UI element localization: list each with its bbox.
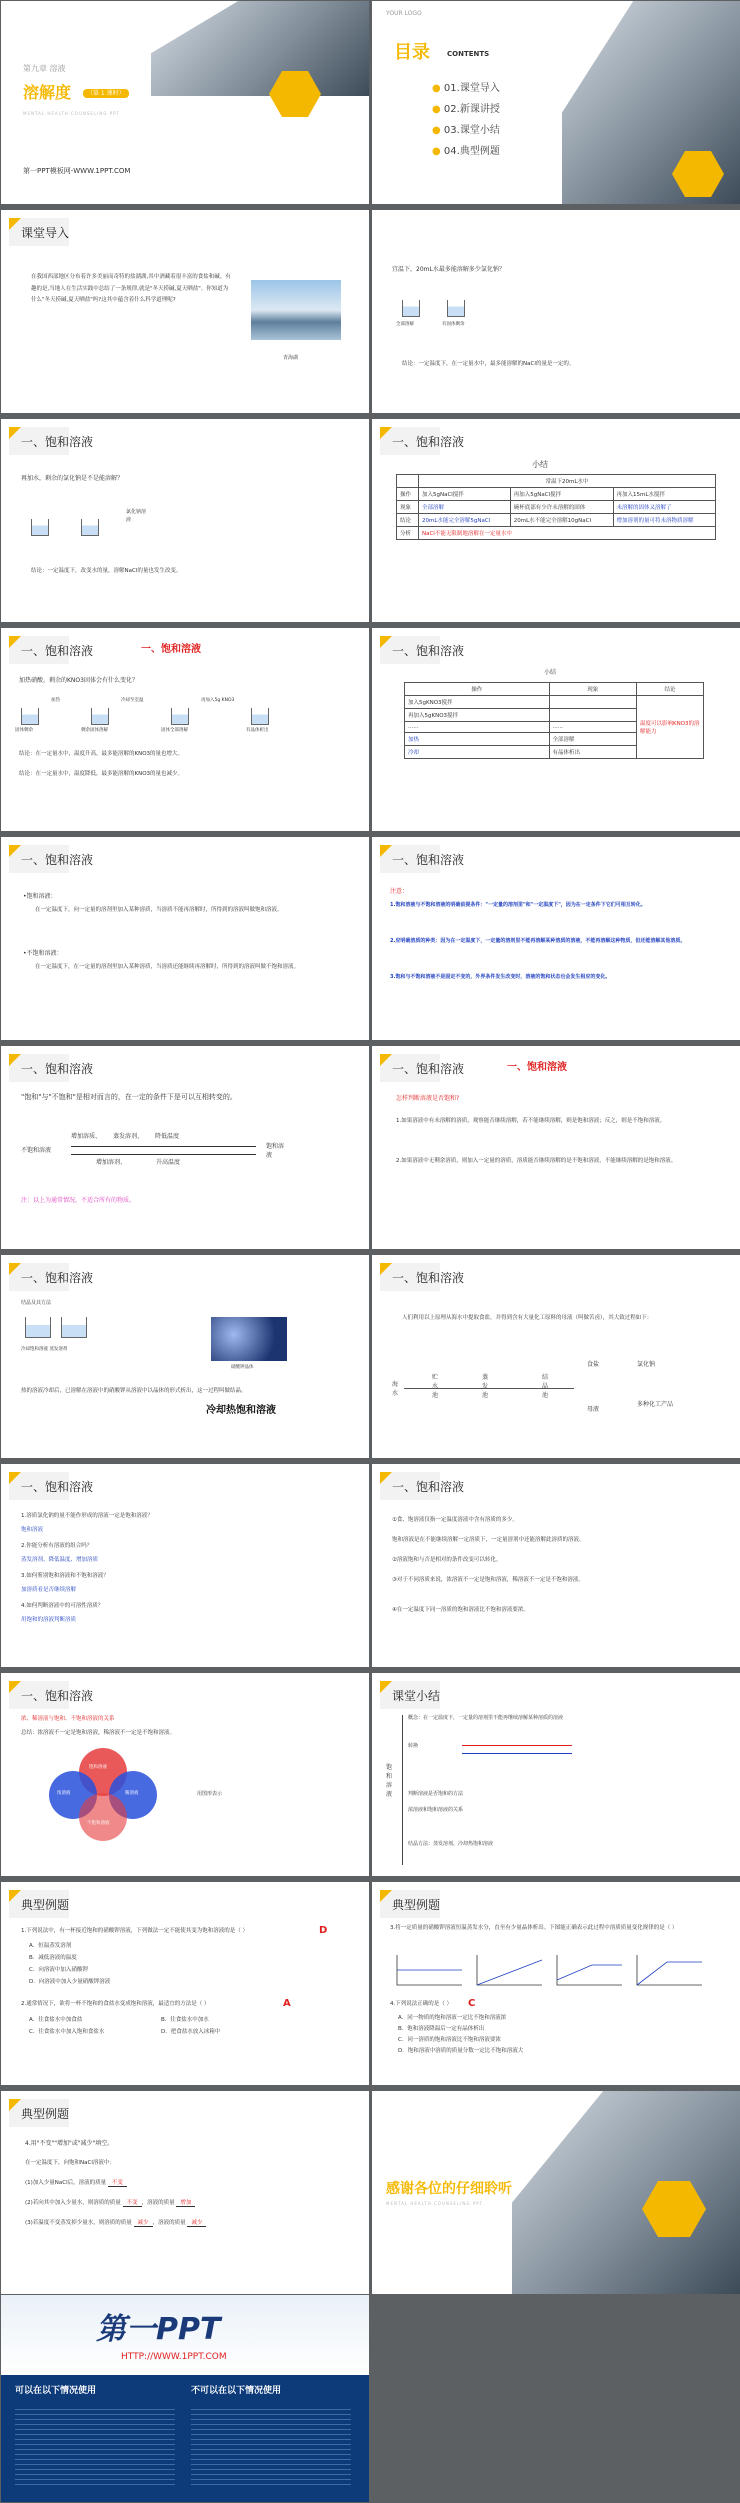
summary-arrow (462, 1753, 572, 1754)
def-body: 在一定温度下，向一定量的溶剂里加入某种溶质，当溶质不能再溶解时，所得到的溶液叫做饱和溶液。 (35, 907, 283, 913)
method-label: 冷却饱和溶液 蒸发溶剂 (21, 1347, 68, 1352)
summary-arrow (462, 1745, 572, 1746)
def-head: •饱和溶液： (23, 893, 57, 900)
toc-item[interactable]: ● 03.课堂小结 (432, 125, 500, 136)
question-text: 4.用"不变""增加"或"减少"填空。 (25, 2140, 114, 2147)
intro-body: 在我国西部地区分布着许多美丽而奇特的盐湖湖,其中酒藏着很丰富的食盐和碱。有趣的是,当地人在生活实践中总结了一条规律,就是"冬天捞碱,夏天晒盐"。你知道为什么"冬天捞碱,夏天晒盐"吗?这其中蕴含着什么科学道理呢? (31, 274, 231, 304)
table-heading: 小结 (532, 460, 548, 469)
question-text: 2.通常情况下，欲将一杯不饱和的食盐水变成饱和溶液，最适宜的方法是（ ） (21, 2001, 210, 2007)
cover-slide (1, 1, 369, 204)
header-triangle (380, 1681, 392, 1693)
beaker-icon (61, 1317, 87, 1338)
header-triangle (9, 218, 21, 230)
bottom-arrow-label: 增加溶剂、 升高温度 (96, 1159, 181, 1166)
cannot-use-title: 不可以在以下情况使用 (191, 2386, 282, 2396)
answer-mark: D (319, 1925, 328, 1936)
question-text: 再加水，剩余的氯化钠是不是能溶解？ (21, 475, 124, 482)
thanks-title: 感谢各位的仔细聆听 (386, 2181, 512, 2197)
slide-title: 一、饱和溶液 (392, 853, 465, 867)
slide-title: 一、饱和溶液 (21, 1271, 94, 1285)
arrow-line (71, 1154, 256, 1155)
venn-question: 浓、稀溶液与饱和、不饱和溶液的关系 (21, 1716, 115, 1722)
option-text: A．恒温蒸发溶剂 (29, 1943, 72, 1949)
conclusion-text: 结论：一定温度下，改变水的量，溶解NaCl的量也发生改变。 (31, 568, 182, 574)
summary-table-slide-2 (372, 628, 740, 831)
solution-label: 氯化钠溶液 (126, 509, 147, 523)
summary-table-slide-1 (372, 419, 740, 622)
toc-item[interactable]: ● 04.典型例题 (432, 146, 500, 157)
beaker-icon (402, 300, 420, 317)
method-label: 结晶及其方法 (21, 1300, 52, 1306)
beaker-icon (91, 708, 109, 725)
option-text: B．往食盐水中加水 (161, 2017, 209, 2023)
quiz-answer: 加溶质看是否继续溶解 (21, 1587, 77, 1593)
slide-title: 一、饱和溶液 (392, 644, 465, 658)
beaker-icon (31, 519, 49, 536)
flow-node: 母液 (587, 1406, 600, 1413)
link-list[interactable] (15, 2405, 175, 2485)
slide-title: 一、饱和溶液 (392, 435, 465, 449)
red-title: 一、饱和溶液 (141, 644, 201, 655)
header-triangle (9, 427, 21, 439)
method-text: 1.如果溶液中有未溶解的溶质，观察能否继续溶解，若不能继续溶解，则是饱和溶液；反之，则是不饱和溶液。 (396, 1118, 666, 1124)
table-heading: 小结 (544, 669, 557, 676)
table-col-header: 常温下20mL水中 (418, 475, 715, 488)
question-text: 宜温下，20mL水最多能溶解多少氯化钠？ (392, 266, 505, 273)
example-slide-2 (372, 1882, 740, 2085)
flow-node: 多种化工产品 (637, 1401, 674, 1408)
conclusion-text: 结论：在一定量水中，温度降低，最多能溶解的KNO3的量也减少。 (19, 771, 184, 777)
venn-circle (79, 1793, 127, 1841)
explain-item: ③对于不同溶质来说，浓溶液不一定是饱和溶液，稀溶液不一定是不饱和溶液。 (392, 1577, 584, 1583)
conversion-slide (1, 1046, 369, 1249)
header-triangle (9, 1054, 21, 1066)
option-text: C．同一溶质的饱和溶液比不饱和溶液要浓 (398, 2037, 501, 2043)
explain-item: ②溶液饱和与否是相对的条件改变可以转化。 (392, 1557, 502, 1563)
option-text: B．饱和溶液降温后一定有晶体析出 (398, 2026, 485, 2032)
left-node: 不饱和溶液 (21, 1147, 52, 1154)
quiz-question: 4.如何判断溶液中的可溶性溶质？ (21, 1603, 104, 1609)
right-node: 饱和溶液 (266, 1143, 285, 1159)
intro-slide (1, 210, 369, 413)
red-title: 一、饱和溶液 (507, 1062, 567, 1073)
lake-photo (251, 280, 341, 340)
example-slide-1 (1, 1882, 369, 2085)
header-triangle (9, 845, 21, 857)
arrow-label: 加热 (51, 698, 60, 703)
definition-slide (1, 837, 369, 1040)
graph-options (392, 1950, 712, 1990)
header-triangle (380, 1054, 392, 1066)
explain-item: ①食、饱溶液仅指一定温度溶液中含有溶质的多少。 (392, 1517, 518, 1523)
quiz-question: 2.你能分析有溶液的组合吗？ (21, 1543, 93, 1549)
header-triangle (380, 636, 392, 648)
kno3-slide (1, 628, 369, 831)
toc-title: 目录 (394, 42, 430, 63)
header-triangle (380, 1472, 392, 1484)
slide-title: 一、饱和溶液 (21, 853, 94, 867)
note-slide (372, 837, 740, 1040)
slide-title: 典型例题 (21, 1898, 70, 1912)
summary-table: 操作 现象 结论 加入5gKNO3搅拌 温度可以影响KNO3的溶解能力 再加入5gKNO3搅拌 ...... ...... 加热 全部溶解 冷却 有晶体析出 (404, 682, 704, 759)
header-triangle (380, 427, 392, 439)
slide-title: 课堂导入 (21, 226, 70, 240)
header-triangle (380, 1263, 392, 1275)
slide-title: 一、饱和溶液 (21, 1480, 94, 1494)
class-summary-slide (372, 1673, 740, 1876)
toc-slide (372, 1, 740, 204)
venn-conclusion: 总结：浓溶液不一定是饱和溶液，稀溶液不一定是不饱和溶液。 (21, 1730, 176, 1736)
beaker-label: 有晶体析出 (246, 728, 269, 733)
question-intro: 在一定温度下，向饱和NaCl溶液中： (25, 2160, 115, 2166)
crystal-method: 冷却热饱和溶液 (206, 1405, 276, 1416)
toc-contents: CONTENTS (447, 50, 490, 58)
beaker-label: 剩余固体溶解 (81, 728, 108, 733)
microscope-image (151, 1, 369, 96)
cover-subtitle: MENTAL HEALTH COUNSELING PPT (23, 111, 120, 116)
quiz-slide (1, 1464, 369, 1667)
summary-item: 概念：在一定温度下，一定量的溶剂里不能再继续溶解某种溶质的溶液 (408, 1715, 564, 1721)
arrow-label: 再加入5g KNO3 (201, 698, 235, 703)
header-triangle (9, 1472, 21, 1484)
explain-slide (372, 1464, 740, 1667)
venn-slide (1, 1673, 369, 1876)
summary-bracket (402, 1715, 403, 1865)
fill-item: (3)若温度不变蒸发掉少量水，则溶质的质量 减少 ，溶液的质量 减少 (25, 2219, 206, 2227)
question-text: 4.下列说法正确的是（ ） (390, 2001, 452, 2007)
table-row: 加入5gKNO3搅拌 温度可以影响KNO3的溶解能力 (405, 696, 704, 709)
summary-table (396, 474, 716, 540)
table-row: 冷却 有晶体析出 (405, 746, 704, 759)
header-triangle (9, 1890, 21, 1902)
arrow-line (71, 1146, 256, 1147)
slide-title: 一、饱和溶液 (21, 435, 94, 449)
photo-caption: 青海湖 (283, 355, 299, 361)
slide-title: 典型例题 (21, 2107, 70, 2121)
beaker-icon (251, 708, 269, 725)
note-text: 注：以上为通常情况，不适合所有的物质。 (21, 1197, 136, 1204)
option-text: D．饱和溶液中溶质的质量分数一定比不饱和溶液大 (398, 2048, 524, 2054)
question-text: 加热硝酸，剩余的KNO3固体会有什么变化？ (19, 677, 138, 684)
table-row: ...... ...... (405, 722, 704, 733)
toc-item[interactable]: ● 02.新课讲授 (432, 104, 500, 115)
option-text: C．向溶液中加入硝酸钾 (29, 1967, 88, 1973)
header-triangle (9, 2099, 21, 2111)
conclusion-text: 结论：在一定量水中，温度升高，最多能溶解的KNO3的量也增大。 (19, 751, 184, 757)
chapter-label: 第九章 溶液 (23, 64, 66, 73)
option-text: D．把食盐水放入冰箱中 (161, 2029, 221, 2035)
method-text: 2.如果溶液中无剩余溶质，则加入一定量的溶质，溶质能否继续溶解的是不饱和溶液，不能继续溶解的是饱和溶液。 (396, 1158, 677, 1164)
fill-item: (2)若向其中加入少量水，则溶质的质量 不变 ，溶液的质量 增加 (25, 2199, 195, 2207)
can-use-title: 可以在以下情况使用 (15, 2386, 97, 2396)
summary-root: 饱和溶液 (386, 1764, 393, 1798)
note-label: 注意： (390, 888, 409, 895)
table-row: 再加入5gKNO3搅拌 (405, 709, 704, 722)
beaker-icon (21, 708, 39, 725)
header-triangle (9, 636, 21, 648)
question-slide (372, 210, 740, 413)
beaker-label: 全部溶解 (396, 322, 414, 327)
table-row: 现象 全部溶解 碗杯底部有少许未溶解的固体 未溶解的固体又溶解了 (397, 501, 716, 514)
def-body: 在一定温度下，在一定量的溶剂里加入某种溶质，当溶质还能继续再溶解时，所得到的溶液叫做不饱和溶液。 (35, 964, 300, 970)
session-badge: （第 1 课时） (83, 89, 129, 98)
quiz-question: 1.溶质氯化钠的量不能作形成的溶液一定是饱和溶液？ (21, 1513, 153, 1519)
flow-node: 结晶池 (542, 1374, 549, 1399)
conclusion-text: 结论：一定温度下，在一定量水中，最多能溶解的NaCl的量是一定的。 (402, 361, 575, 367)
logo-text: YOUR LOGO (386, 10, 422, 17)
option-text: D．向溶液中加入少量硝酸钾溶液 (29, 1979, 111, 1985)
venn-label: 浓溶液 (57, 1791, 71, 1796)
flow-node: 蒸发池 (482, 1374, 489, 1399)
crystal-body: 热的溶液冷却后，已溶解在溶液中的硝酸钾从溶液中以晶体的形式析出，这一过程叫做结晶。 (21, 1388, 247, 1394)
explain-item: 饱和溶液是在不能继续溶解一定溶质下，一定量溶剂中还能溶解此溶质的溶液。 (392, 1537, 585, 1543)
crystal-photo (211, 1317, 287, 1361)
slide-title: 课堂小结 (392, 1689, 441, 1703)
explain-item: ④在一定温度下同一溶质的饱和溶液比不饱和溶液要浓。 (392, 1607, 529, 1613)
flow-node: 氯化钠 (637, 1361, 656, 1368)
quiz-answer: 蒸发溶剂、降低温度、增加溶质 (21, 1557, 99, 1563)
judge-slide (372, 1046, 740, 1249)
option-text: A．同一物质的饱和溶液一定比不饱和溶液浓 (398, 2015, 507, 2021)
template-credit: 第一PPT模板网-WWW.1PPT.COM (23, 167, 131, 175)
footer-url[interactable]: HTTP://WWW.1PPT.COM (121, 2352, 227, 2362)
answer-mark: C (468, 1998, 476, 2009)
note-item: 3.饱和与不饱和溶液不是固定不变的，外界条件发生改变时，溶液的饱和状态也会发生相应的变化。 (390, 974, 611, 980)
intro-text: "饱和"与"不饱和"是相对而言的，在一定的条件下是可以互相转变的。 (21, 1093, 237, 1101)
summary-item: 转换 (408, 1743, 419, 1749)
note-item: 1.饱和溶液与不饱和溶液的明确前提条件："一定量的溶剂里"和"一定温度下"，因为在一定条件下它们可相互转化。 (390, 902, 646, 908)
thanks-slide (372, 2091, 740, 2294)
option-text: B．减低溶液的温度 (29, 1955, 77, 1961)
header-triangle (9, 1681, 21, 1693)
question-text: 1.下列说法中，有一杯接近饱和的硝酸钾溶液，下列做法一定不能使其变为饱和溶液的是（ ） (21, 1928, 248, 1934)
question-text: 3.将一定质量的硝酸钾溶液恒温蒸发水分，直至有少量晶体析出。下图能正确表示此过程中溶质质量变化规律的是（ ） (390, 1925, 678, 1931)
beaker-icon (25, 1317, 51, 1338)
venn-label: 饱和溶液 (89, 1765, 107, 1770)
microscope-image (512, 2091, 740, 2294)
flow-node: 贮水池 (432, 1374, 439, 1399)
slide-title: 一、饱和溶液 (392, 1062, 465, 1076)
slide-title: 一、饱和溶液 (392, 1480, 465, 1494)
quiz-question: 3.如何鉴别饱和溶液和不饱和溶液？ (21, 1573, 109, 1579)
beaker-label: 固体剩余 (15, 728, 33, 733)
slide-title: 一、饱和溶液 (392, 1271, 465, 1285)
quiz-answer: 用饱和的溶液判断溶质 (21, 1617, 77, 1623)
question-text: 怎样判断溶液是否饱和? (396, 1095, 460, 1102)
top-arrow-label: 增加溶质、 蒸发溶剂、 降低温度 (71, 1133, 180, 1140)
beaker-label: 有固体剩余 (442, 322, 465, 327)
summary-item: 结晶方法：蒸发溶剂、冷却热饱和溶液 (408, 1841, 494, 1847)
saturation-slide-1 (1, 419, 369, 622)
option-text: C．往食盐水中加入饱和食盐水 (29, 2029, 105, 2035)
note-item: 2.应明确溶质的种类：因为在一定温度下，一定量的溶剂里不能再溶解某种溶质的溶液，不能再溶解这种物质，但还能溶解其他溶质。 (390, 938, 686, 944)
venn-caption: 用图形表示 (197, 1791, 223, 1797)
header-triangle (9, 1263, 21, 1275)
beaker-icon (447, 300, 465, 317)
table-row: 分析 NaCl不能无限制地溶解在一定量水中 (397, 527, 716, 540)
salt-body: 人们利用以上原理从海水中提取食盐，并得到含有大量化工原料的母液（叫做苦卤），其大致过程如下： (402, 1315, 653, 1321)
cover-title: 溶解度 (23, 83, 72, 102)
beaker-icon (171, 708, 189, 725)
slide-title: 典型例题 (392, 1898, 441, 1912)
fill-item: (1)加入少量NaCl后，溶液的质量 不变 (25, 2179, 127, 2187)
link-list[interactable] (191, 2405, 351, 2485)
slide-title: 一、饱和溶液 (21, 1062, 94, 1076)
arrow-label: 冷却至室温 (121, 698, 144, 703)
photo-caption: 硝酸钾晶体 (231, 1365, 254, 1370)
venn-label: 稀溶液 (125, 1791, 139, 1796)
toc-item[interactable]: ● 01.课堂导入 (432, 83, 500, 94)
summary-item: 浓溶液和饱和溶液的关系 (408, 1807, 464, 1813)
thanks-subtitle: MENTAL HEALTH COUNSELING PPT (386, 2201, 483, 2206)
flow-node: 食盐 (587, 1361, 600, 1368)
salt-slide (372, 1255, 740, 1458)
footer-logo: 第一PPT (96, 2312, 221, 2347)
example-slide-3 (1, 2091, 369, 2294)
footer-panel (1, 2295, 369, 2502)
table-row: 结论 20mL水能完全溶解5gNaCl 20mL水不能完全溶解10gNaCl 增加溶剂的量可将未溶物质溶解 (397, 514, 716, 527)
table-row: 操作 加入5gNaCl搅拌 再加入5gNaCl搅拌 再加入15mL水搅拌 (397, 488, 716, 501)
table-row: 加热 全部溶解 (405, 733, 704, 746)
flow-node: 海水 (392, 1381, 399, 1397)
crystal-slide (1, 1255, 369, 1458)
answer-mark: A (283, 1998, 291, 2009)
summary-item: 判断溶液是否饱和的方法 (408, 1791, 464, 1797)
toc-list (432, 81, 500, 159)
def-head: •不饱和溶液： (23, 950, 63, 957)
quiz-answer: 饱和溶液 (21, 1527, 44, 1533)
flow-arrow (404, 1388, 574, 1389)
slide-title: 一、饱和溶液 (21, 644, 94, 658)
option-text: A．往食盐水中加食盐 (29, 2017, 83, 2023)
header-triangle (380, 845, 392, 857)
venn-label: 不饱和溶液 (87, 1821, 110, 1826)
slide-title: 一、饱和溶液 (21, 1689, 94, 1703)
header-triangle (380, 1890, 392, 1902)
beaker-label: 固体全部溶解 (161, 728, 188, 733)
beaker-icon (81, 519, 99, 536)
